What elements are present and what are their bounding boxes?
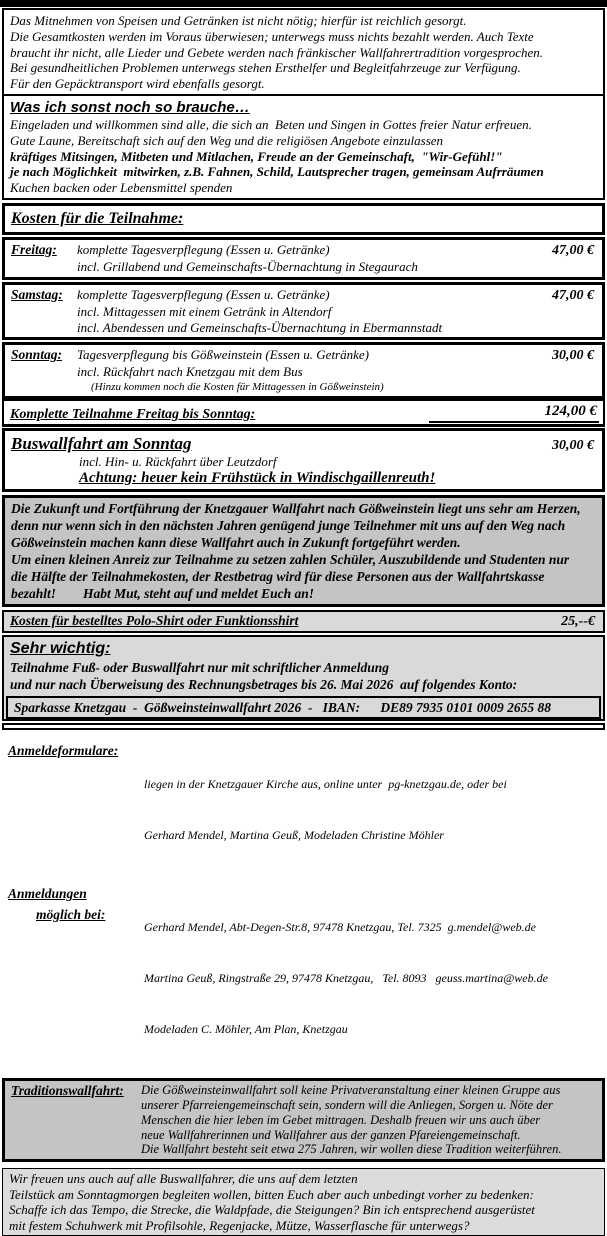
zukunft-box bbox=[2, 495, 605, 607]
wichtig-box bbox=[2, 635, 605, 721]
day-note: (Hinzu kommen noch die Kosten für Mittagessen in Gößweinstein) bbox=[91, 381, 384, 394]
kosten-row-samstag bbox=[2, 282, 605, 341]
buswallfahrer-line: Schaffe ich das Tempo, die Strecke, die Waldpfade, die Steigungen? Bin ich entsprechend ausgerüstet bbox=[9, 1202, 535, 1218]
konto-row: Sparkasse Knetzgau - Gößweinsteinwallfahrt 2026 - IBAN: DE89 7935 0101 0009 2655 88 bbox=[6, 696, 601, 719]
tradition-line: Menschen die hier leben im Gebet mittragen. Deshalb freuen wir uns auch über bbox=[141, 1112, 541, 1127]
buswallfahrer-line: mit festem Schuhwerk mit Profilsohle, Regenjacke, Mütze, Wasserflasche für unterwegs? bbox=[9, 1217, 470, 1233]
zukunft-line: bezahlt! Habt Mut, steht auf und meldet Euch an! bbox=[11, 586, 315, 602]
polo-price: 25,--€ bbox=[561, 614, 595, 630]
day-detail: incl. Abendessen und Gemeinschafts-Übernachtung in Ebermannstadt bbox=[77, 319, 443, 335]
kosten-heading: Kosten für die Teilnahme: bbox=[11, 209, 184, 227]
brauche-box bbox=[2, 94, 605, 200]
intro-box bbox=[2, 8, 605, 96]
brauche-heading: Was ich sonst noch so brauche… bbox=[10, 98, 250, 116]
day-label: Sonntag: bbox=[11, 347, 63, 363]
zukunft-line: Gößweinstein machen kann diese Wallfahrt auch in Zukunft fortgeführt werden. bbox=[11, 535, 461, 551]
zukunft-line: denn nur wenn sich in den nächsten Jahren genügend junge Teilnehmer mit uns auf den Weg nach bbox=[11, 518, 566, 534]
day-detail: incl. Grillabend und Gemeinschafts-Übernachtung in Stegaurach bbox=[77, 258, 418, 274]
day-description: Tagesverpflegung bis Gößweinstein (Essen u. Getränke) bbox=[77, 347, 369, 363]
buswallfahrt-detail: incl. Hin- u. Rückfahrt über Leutzdorf bbox=[79, 454, 277, 470]
anmeldung-section bbox=[2, 742, 605, 1072]
anmeldeformulare-line: liegen in der Knetzgauer Kirche aus, online unter pg-knetzgau.de, oder bei bbox=[144, 777, 507, 792]
buswallfahrt-warning: Achtung: heuer kein Frühstück in Windischgaillenreuth! bbox=[79, 470, 436, 487]
wichtig-heading: Sehr wichtig: bbox=[10, 640, 111, 658]
total-price: 124,00 € bbox=[429, 403, 599, 423]
brauche-line: Kuchen backen oder Lebensmittel spenden bbox=[10, 180, 233, 196]
kosten-row-freitag bbox=[2, 237, 605, 280]
brauche-line: je nach Möglichkeit mitwirken, z.B. Fahnen, Schild, Lautsprecher tragen, gemeinsam Aufrräumen bbox=[10, 164, 544, 180]
tradition-line: Die Gößweinsteinwallfahrt soll keine Privatveranstaltung einer kleinen Gruppe aus bbox=[141, 1083, 561, 1098]
intro-line: Die Gesamtkosten werden im Voraus überwiesen; unterwegs muss nichts bezahlt werden. Auch Texte bbox=[10, 28, 534, 44]
day-label: Freitag: bbox=[11, 241, 57, 257]
intro-line: Bei gesundheitlichen Problemen unterwegs stehen Ersthelfer und Begleitfahrzeuge zur Verfügung. bbox=[10, 60, 521, 76]
kontakt-line: Martina Geuß, Ringstraße 29, 97478 Knetzgau, Tel. 8093 geuss.martina@web.de bbox=[144, 971, 548, 986]
zukunft-line: Um einen kleinen Anreiz zur Teilnahme zu setzen zahlen Schüler, Auszubildende und Studenten nur bbox=[11, 552, 570, 568]
intro-line: Für den Gepäcktransport wird ebenfalls gesorgt. bbox=[10, 76, 265, 92]
moeglich-bei-label: möglich bei: bbox=[36, 907, 106, 923]
buswallfahrer-box bbox=[2, 1168, 605, 1236]
day-price: 47,00 € bbox=[552, 287, 594, 303]
day-price: 47,00 € bbox=[552, 242, 594, 258]
kontakt-line: Gerhard Mendel, Abt-Degen-Str.8, 97478 Knetzgau, Tel. 7325 g.mendel@web.de bbox=[144, 920, 536, 935]
brauche-line: kräftiges Mitsingen, Mitbeten und Mitlachen, Freude an der Gemeinschaft, "Wir-Gefühl!" bbox=[10, 148, 503, 164]
polo-row bbox=[2, 610, 605, 633]
tradition-line: Die Wallfahrt besteht seit etwa 275 Jahren, wir wollen diese Tradition weiterführen. bbox=[141, 1142, 562, 1157]
intro-line: Das Mitnehmen von Speisen und Getränken ist nicht nötig; hierfür ist reichlich gesorgt. bbox=[10, 13, 467, 28]
zukunft-line: die Hälfte der Teilnahmekosten, der Restbetrag wird für diese Personen aus der Wallfahrtskasse bbox=[11, 569, 545, 585]
buswallfahrt-heading: Buswallfahrt am Sonntag bbox=[11, 434, 192, 454]
tradition-line: unserer Pfarreiengemeinschaft sein, sondern will die Anliegen, Sorgen u. Nöte der bbox=[141, 1097, 553, 1112]
intro-line: braucht ihr nicht, alle Lieder und Gebete werden nach fränkischer Wallfahrertradition vorgesprochen. bbox=[10, 44, 544, 60]
kosten-row-sonntag bbox=[2, 342, 605, 399]
brauche-line: Eingeladen und willkommen sind alle, die sich an Beten und Singen in Gottes freier Natur erfreuen. bbox=[10, 116, 532, 132]
day-description: komplette Tagesverpflegung (Essen u. Getränke) bbox=[77, 241, 330, 257]
tradition-label: Traditionswallfahrt: bbox=[11, 1083, 124, 1099]
brauche-line: Gute Laune, Bereitschaft sich auf den Weg und die religiösen Angebote einzulassen bbox=[10, 132, 444, 148]
day-detail: incl. Rückfahrt nach Knetzgau mit dem Bus bbox=[77, 364, 303, 380]
kontakt-line: Modeladen C. Möhler, Am Plan, Knetzgau bbox=[144, 1022, 348, 1037]
page-top-rule bbox=[0, 0, 607, 7]
wichtig-line: Teilnahme Fuß- oder Buswallfahrt nur mit schriftlicher Anmeldung bbox=[10, 660, 389, 676]
anmeldeformulare-label: Anmeldeformulare: bbox=[8, 743, 119, 759]
polo-label: Kosten für bestelltes Polo-Shirt oder Funktionsshirt bbox=[10, 613, 299, 629]
anmeldungen-label: Anmeldungen bbox=[8, 886, 87, 902]
wichtig-line: und nur nach Überweisung des Rechnungsbetrages bis 26. Mai 2026 auf folgendes Konto: bbox=[10, 677, 518, 693]
day-detail: incl. Mittagessen mit einem Getränk in Altendorf bbox=[77, 303, 332, 319]
tradition-line: neue Wallfahrerinnen und Wallfahrer aus der ganzen Pfareiengemeinschaft. bbox=[141, 1127, 521, 1142]
tradition-box bbox=[2, 1078, 605, 1162]
total-label: Komplette Teilnahme Freitag bis Sonntag: bbox=[10, 407, 256, 423]
kosten-header-box bbox=[2, 203, 605, 235]
buswallfahrt-box bbox=[2, 428, 605, 492]
day-label: Samstag: bbox=[11, 286, 63, 302]
buswallfahrt-price: 30,00 € bbox=[552, 438, 594, 454]
day-description: komplette Tagesverpflegung (Essen u. Getränke) bbox=[77, 286, 330, 302]
anmeldeformulare-line: Gerhard Mendel, Martina Geuß, Modeladen Christine Möhler bbox=[144, 828, 444, 843]
day-price: 30,00 € bbox=[552, 348, 594, 364]
buswallfahrer-line: Wir freuen uns auch auf alle Buswallfahrer, die uns auf dem letzten bbox=[9, 1171, 358, 1187]
zukunft-line: Die Zukunft und Fortführung der Knetzgauer Wallfahrt nach Gößweinstein liegt uns sehr am Herzen, bbox=[11, 501, 581, 517]
divider-row bbox=[2, 723, 605, 730]
total-row bbox=[2, 399, 605, 427]
buswallfahrer-line: Teilstück am Sonntagmorgen begleiten wollen, bitten Euch aber auch unbedingt vorher zu bedenken: bbox=[9, 1186, 534, 1202]
